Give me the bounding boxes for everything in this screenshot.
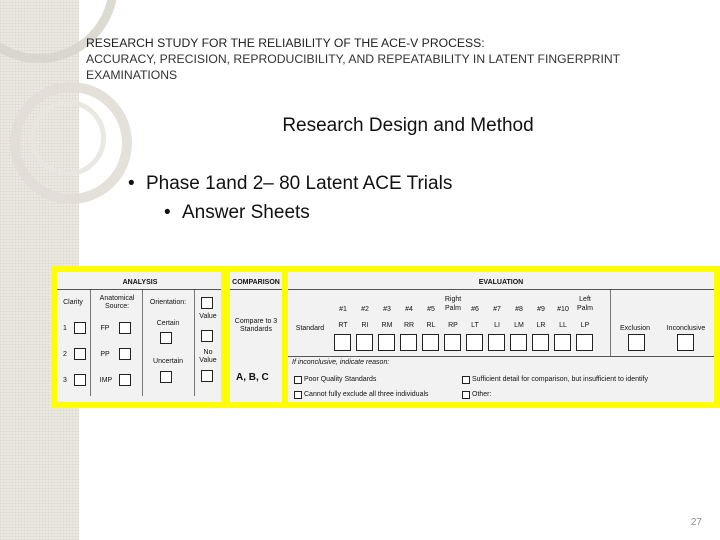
eval-col-bottom-label: RT — [338, 322, 348, 329]
eval-col-top-label: #1 — [339, 306, 347, 313]
eval-col-top-label: Right — [444, 296, 462, 303]
no-value-label: No Value — [199, 349, 217, 364]
decorative-ring — [30, 100, 106, 176]
bullet-level1-text: Phase 1and 2– 80 Latent ACE Trials — [146, 173, 453, 194]
eval-col-bottom-label: RI — [361, 322, 369, 329]
reason-1-label: Poor Quality Standards — [304, 376, 377, 383]
eval-col-top-label: #5 — [427, 306, 435, 313]
slide-header-line1: RESEARCH STUDY FOR THE RELIABILITY OF THE ACE-V PROCESS: — [86, 36, 485, 50]
exclusion-label: Exclusion — [620, 325, 650, 332]
bullet-level2-text: Answer Sheets — [182, 202, 310, 223]
evaluation-highlight-box — [282, 266, 720, 408]
orientation-label: Orientation: — [149, 299, 187, 306]
source-fp-label: FP — [100, 325, 110, 332]
source-imp-label: IMP — [99, 377, 113, 384]
uncertain-label: Uncertain — [153, 358, 183, 365]
eval-col-bottom-label: LL — [559, 322, 567, 329]
eval-col-bottom-label: Palm — [577, 305, 593, 312]
eval-col-bottom-label: LR — [536, 322, 546, 329]
clarity-label: Clarity — [63, 299, 83, 306]
value-label: Value — [199, 313, 217, 320]
analysis-heading: ANALYSIS — [122, 279, 158, 286]
eval-col-bottom-label: LM — [514, 322, 524, 329]
bullet-level1 — [128, 173, 452, 195]
analysis-highlight-box — [51, 266, 227, 408]
eval-col-top-label: #2 — [361, 306, 369, 313]
evaluation-heading: EVALUATION — [478, 279, 524, 286]
clarity-row-1: 1 — [63, 325, 67, 332]
reason-3-label: Cannot fully exclude all three individuals — [304, 391, 429, 398]
comparison-highlight-box — [224, 266, 288, 408]
eval-col-top-label: #10 — [557, 306, 569, 313]
eval-col-bottom-label: RM — [381, 322, 393, 329]
eval-col-bottom-label: Palm — [445, 305, 461, 312]
slide-header-line2: ACCURACY, PRECISION, REPRODUCIBILITY, AND REPEATABILITY IN LATENT FINGERPRINT EXAMINATIONS — [86, 52, 620, 82]
eval-col-bottom-label: LT — [471, 322, 479, 329]
source-pp-label: PP — [100, 351, 110, 358]
reason-prompt: If inconclusive, indicate reason: — [292, 359, 390, 366]
eval-col-top-label: Left — [579, 296, 591, 303]
eval-col-bottom-label: RR — [403, 322, 415, 329]
comparison-heading: COMPARISON — [232, 279, 280, 286]
eval-col-code-label: RP — [448, 322, 458, 329]
inconclusive-label: Inconclusive — [666, 325, 706, 332]
standard-label: Standard — [295, 325, 325, 332]
eval-col-top-label: #7 — [493, 306, 501, 313]
reason-2-label: Sufficient detail for comparison, but insufficient to identify — [472, 376, 649, 383]
bullet-marker: • — [164, 202, 171, 223]
standards-abc-label: A, B, C — [236, 372, 269, 383]
reason-4-label: Other: — [472, 391, 492, 398]
page-number: 27 — [690, 517, 702, 528]
eval-col-top-label: #8 — [515, 306, 523, 313]
certain-label: Certain — [156, 320, 180, 327]
eval-col-bottom-label: RL — [426, 322, 436, 329]
clarity-row-2: 2 — [63, 351, 67, 358]
bullet-level2 — [164, 202, 310, 224]
eval-col-top-label: #6 — [471, 306, 479, 313]
eval-col-top-label: #3 — [383, 306, 391, 313]
bullet-marker: • — [128, 173, 135, 194]
anatomical-source-label: Anatomical Source: — [99, 295, 135, 310]
eval-col-bottom-label: LI — [494, 322, 500, 329]
clarity-row-3: 3 — [63, 377, 67, 384]
slide-title: Research Design and Method — [282, 115, 534, 136]
eval-col-top-label: #4 — [405, 306, 413, 313]
eval-col-top-label: #9 — [537, 306, 545, 313]
eval-col-code-label: LP — [580, 322, 590, 329]
compare-label: Compare to 3 Standards — [234, 318, 278, 333]
